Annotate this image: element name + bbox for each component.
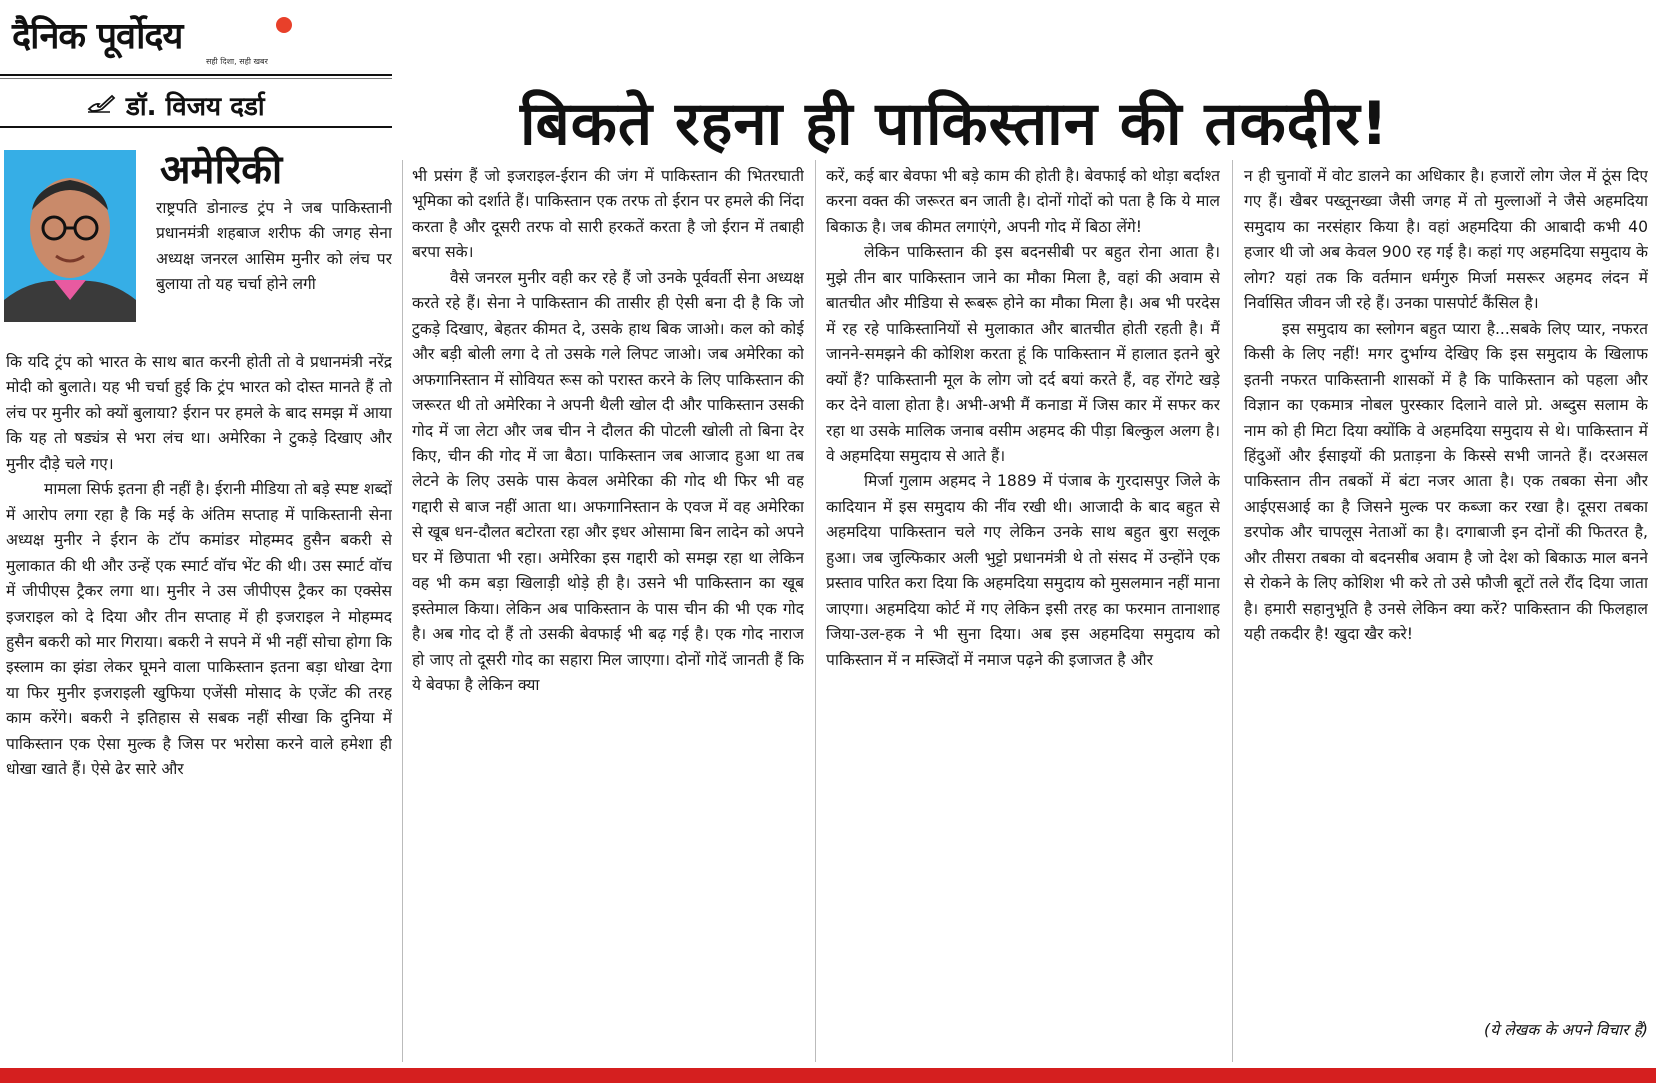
masthead-name: दैनिक पूर्वोदय — [12, 16, 183, 57]
article-col1-top — [156, 196, 392, 350]
masthead — [8, 10, 380, 74]
paragraph: वैसे जनरल मुनीर वही कर रहे हैं जो उनके पूर्ववर्ती सेना अध्यक्ष करते रहे हैं। सेना ने पाकिस्तान की तासीर ही ऐसी बना दी है कि जो टुकड़े दिखाए, बेहतर कीमत दे, उसके हाथ बिक जाओ। कल को कोई और बड़ी बोली लगा दे तो उसके गले लिपट जाओ। जब अमेरिका को अफगानिस्तान में सोवियत रूस को परास्त करने के लिए पाकिस्तान की जरूरत थी तो अमेरिका ने अपनी थैली खोल दी और पाकिस्तान उसकी गोद में जा लेटा और जब चीन ने दौलत की पोटली खोली तो बिना देर किए, चीन की गोद में जा बैठा। पाकिस्तान जब आजाद हुआ था तब लेटने के लिए उसके पास केवल अमेरिका की गोद थी फिर भी वह गद्दारी से बाज नहीं आता था। अफगानिस्तान के एवज में वह अमेरिका से खूब धन-दौलत बटोरता रहा और इधर ओसामा बिन लादेन को अपने घर में छिपाता भी रहा। अमेरिका इस गद्दारी को समझ रहा था लेकिन वह भी कम बड़ा खिलाड़ी थोड़े ही है। उसने भी पाकिस्तान का खूब इस्तेमाल किया। लेकिन अब पाकिस्तान के पास चीन की भी एक गोद है। अब गोद दो हैं तो उसकी बेवफाई भी बढ़ गई है। एक गोद नाराज हो जाए तो दूसरी गोद का सहारा मिल जाएगा। दोनों गोदें जानती हैं कि ये बेवफा है लेकिन क्या — [412, 268, 804, 695]
paragraph: राष्ट्रपति डोनाल्ड ट्रंप ने जब पाकिस्तानी प्रधानमंत्री शहबाज शरीफ की जगह सेना अध्यक्ष जनरल आसिम मुनीर को लंच पर बुलाया तो यह चर्चा होने लगी — [156, 199, 392, 294]
author-photo — [4, 150, 136, 322]
pen-icon — [86, 92, 116, 118]
paragraph: मामला सिर्फ इतना ही नहीं है। ईरानी मीडिया तो बड़े स्पष्ट शब्दों में आरोप लगा रहा है कि मई के अंतिम सप्ताह में पाकिस्तानी सेना अध्यक्ष मुनीर ने ईरान के टॉप कमांडर मोहम्मद हुसैन बकरी से मुलाकात की थी और उन्हें एक स्मार्ट वॉच भेंट की थी। उस स्मार्ट वॉच में जीपीएस ट्रैकर लगा था। मुनीर ने उस जीपीएस ट्रैकर का एक्सेस इजराइल को दे दिया और तीन सप्ताह में ही इजराइल ने मोहम्मद हुसैन बकरी को मार गिराया। बकरी ने सपने में भी नहीं सोचा होगा कि इस्लाम का झंडा लेकर घूमने वाला पाकिस्तान इतना बड़ा धोखा देगा या फिर मुनीर इजराइली खुफिया एजेंसी मोसाद के एजेंट की तरह काम करेंगे। बकरी ने इतिहास से सबक नहीं सीखा कि दुनिया में पाकिस्तान एक ऐसा मुल्क है जिस पर भरोसा करने वाले हमेशा ही धोखा खाते हैं। ऐसे ढेर सारे और — [6, 480, 392, 779]
article-col4 — [1244, 164, 1648, 984]
masthead-rule-thin — [0, 78, 392, 79]
masthead-rule — [0, 74, 392, 76]
paragraph: न ही चुनावों में वोट डालने का अधिकार है। हजारों लोग जेल में ठूंस दिए गए हैं। खैबर पख्तूनख्वा जैसी जगह में तो मुल्लाओं ने जैसे अहमदिया समुदाय का नरसंहार किया है। वहां अहमदिया की आबादी कभी 40 हजार थी जो अब केवल 900 रह गई है। कहां गए अहमदिया समुदाय के लोग? यहां तक कि वर्तमान धर्मगुरु मिर्जा मसरूर अहमद लंदन में निर्वासित जीवन जी रहे हैं। उनका पासपोर्ट कैंसिल है। — [1244, 167, 1648, 313]
headline: बिकते रहना ही पाकिस्तान की तकदीर! — [520, 89, 1389, 159]
paragraph: करें, कई बार बेवफा भी बड़े काम की होती है। बेवफाई को थोड़ा बर्दाश्त करना वक्त की जरूरत बन जाती है। दोनों गोदों को पता है कि ये माल बिकाऊ है। जब कीमत लगाएंगे, अपनी गोद में बिठा लेंगे! — [826, 167, 1220, 236]
column-divider — [402, 160, 403, 1062]
author-name: डॉ. विजय दर्डा — [126, 92, 265, 122]
article-col2 — [412, 164, 804, 1050]
paragraph: इस समुदाय का स्लोगन बहुत प्यारा है...सबके लिए प्यार, नफरत किसी के लिए नहीं! मगर दुर्भाग्य देखिए कि इस समुदाय के खिलाफ इतनी नफरत पाकिस्तानी शासकों में है कि पाकिस्तान को पहला और विज्ञान का एकमात्र नोबल पुरस्कार दिलाने वाले प्रो. अब्दुस सलाम के नाम को ही मिटा दिया क्योंकि वे अहमदिया समुदाय से थे। पाकिस्तान में हिंदुओं और ईसाइयों की प्रताड़ना के किस्से सभी जानते हैं। दरअसल पाकिस्तान तीन तबकों में बंटा नजर आता है। एक तबका सेना और आईएसआई का है जिसने मुल्क पर कब्जा कर रखा है। दूसरा तबका डरपोक और चापलूस नेताओं का है। दगाबाजी इन दोनों की फितरत है, और तीसरा तबका वो बदनसीब अवाम है जो देश को बिकाऊ माल बनने से रोकने के लिए कोशिश भी करे तो उसे फौजी बूटों तले रौंद दिया जाता है। हमारी सहानुभूति है उनसे लेकिन क्या करें? पाकिस्तान की फिलहाल यही तकदीर है! खुदा खैर करे! — [1244, 319, 1648, 644]
masthead-dot — [276, 17, 292, 33]
article-lead-word: अमेरिकी — [160, 147, 283, 193]
column-divider — [815, 160, 816, 1062]
article-col1 — [6, 350, 392, 1050]
paragraph: मिर्जा गुलाम अहमद ने 1889 में पंजाब के गुरदासपुर जिले के कादियान में इस समुदाय की नींव रखी थी। आजादी के बाद बहुत से अहमदिया पाकिस्तान चले गए लेकिन उनके साथ बहुत बुरा सलूक हुआ। जब जुल्फिकार अली भुट्टो प्रधानमंत्री थे तो संसद में उन्होंने एक प्रस्ताव पारित करा दिया कि अहमदिया समुदाय को मुसलमान नहीं माना जाएगा। अहमदिया कोर्ट में गए लेकिन इसी तरह का फरमान तानाशाह जिया-उल-हक ने भी सुना दिया। अब इस अहमदिया समुदाय को पाकिस्तान में न मस्जिदों में नमाज पढ़ने की इजाजत है और — [826, 472, 1220, 669]
paragraph: लेकिन पाकिस्तान की इस बदनसीबी पर बहुत रोना आता है। मुझे तीन बार पाकिस्तान जाने का मौका मिला है, वहां की अवाम से बातचीत और मीडिया से रूबरू होने का मौका मिला है। अब भी परदेस में रह रहे पाकिस्तानियों से मुलाकात और बातचीत होती रहती है। मैं जानने-समझने की कोशिश करता हूं कि पाकिस्तान में हालात इतने बुरे क्यों हैं? पाकिस्तानी मूल के लोग जो दर्द बयां करते हैं, वह रोंगटे खड़े कर देने वाला होता है। अभी-अभी मैं कनाडा में जिस कार में सफर कर रहा था उसके मालिक जनाब वसीम अहमद की पीड़ा बिल्कुल अलग है। वे अहमदिया समुदाय से आते हैं। — [826, 243, 1220, 465]
article-col3 — [826, 164, 1220, 1050]
paragraph: भी प्रसंग हैं जो इजराइल-ईरान की जंग में पाकिस्तान की भितरघाती भूमिका को दर्शाते हैं। पाकिस्तान एक तरफ तो ईरान पर हमले की निंदा करता है और दूसरी तरफ वो सारी हरकतें करता है जो ईरान में तबाही बरपा सके। — [412, 167, 804, 262]
byline-rule — [0, 126, 392, 128]
bottom-accent-bar — [0, 1068, 1656, 1083]
column-divider — [1232, 160, 1233, 1062]
author-byline — [86, 88, 265, 122]
masthead-tagline: सही दिशा, सही खबर — [206, 57, 268, 66]
author-disclaimer: (ये लेखक के अपने विचार हैं) — [1483, 1021, 1648, 1039]
paragraph: कि यदि ट्रंप को भारत के साथ बात करनी होती तो वे प्रधानमंत्री नरेंद्र मोदी को बुलाते। यह भी चर्चा हुई कि ट्रंप भारत को दोस्त मानते हैं तो लंच पर मुनीर को क्यों बुलाया? ईरान पर हमले के बाद समझ में आया कि यह तो षड्यंत्र से भरा लंच था। अमेरिका ने टुकड़े दिखाए और मुनीर दौड़े चले गए। — [6, 353, 392, 473]
author-portrait — [4, 150, 136, 322]
